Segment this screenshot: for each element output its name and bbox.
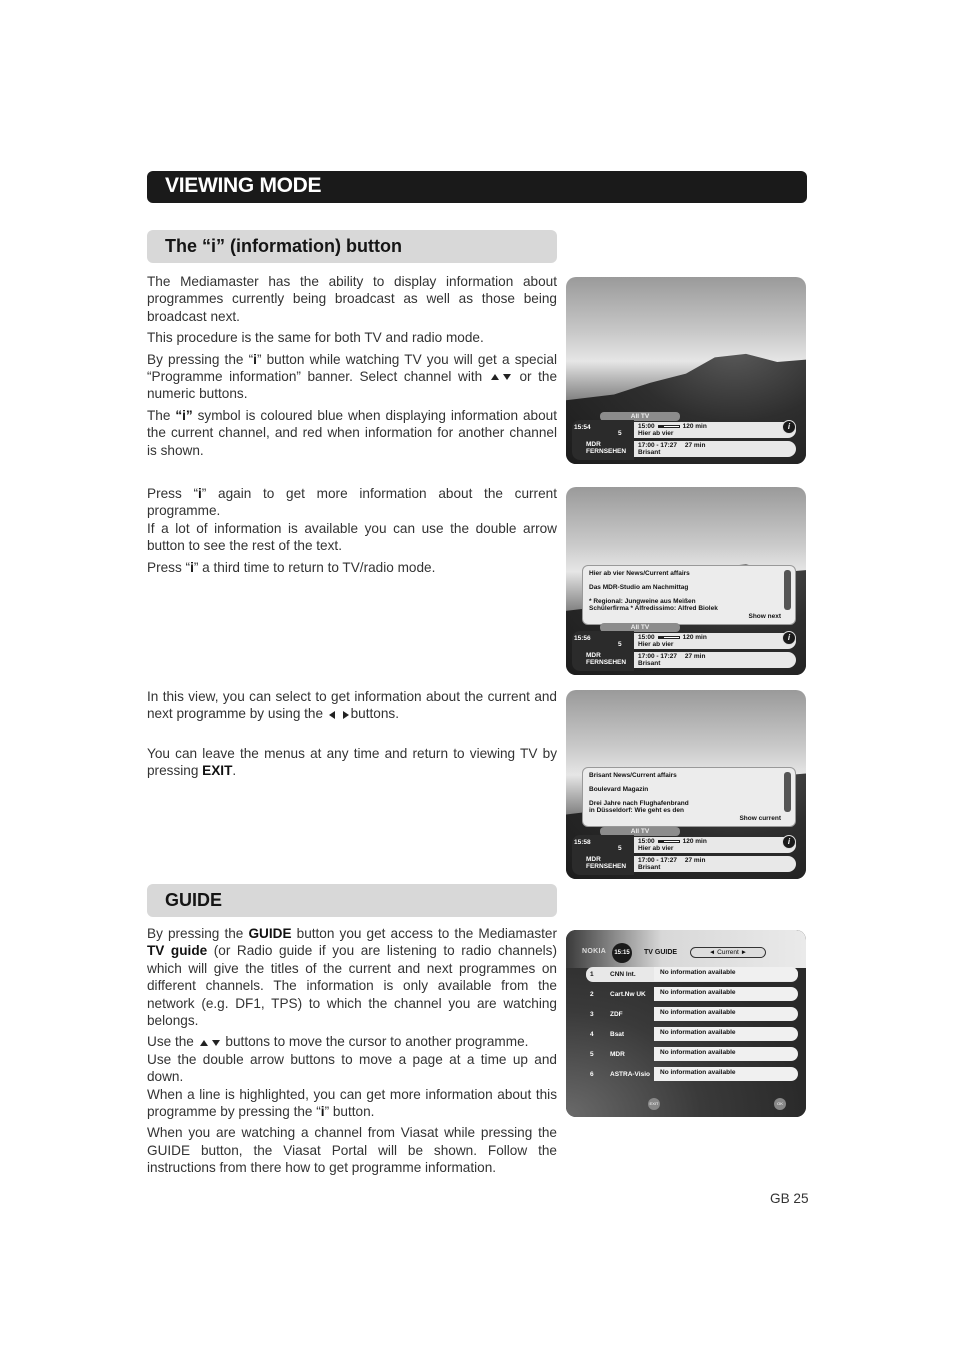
banner-category: All TV xyxy=(600,412,680,421)
guide-row: 4 Bsat No information available xyxy=(586,1027,798,1042)
info-icon: i xyxy=(782,835,796,849)
show-next-label: Show next xyxy=(748,613,781,620)
guide-row: 6 ASTRA-Visio No information available xyxy=(586,1067,798,1082)
guide-section-heading-bar xyxy=(147,884,557,917)
info-paragraph-7: Press “i” a third time to return to TV/radio mode. xyxy=(147,559,436,575)
page-title: VIEWING MODE xyxy=(165,174,322,197)
info-icon: i xyxy=(782,631,796,645)
info-section-heading-bar xyxy=(147,230,557,263)
guide-row: 1 CNN Int. No information available xyxy=(586,967,798,982)
guide-clock: 15:15 xyxy=(612,943,632,963)
info-text-block-1 xyxy=(147,273,557,463)
banner-clock: 15:54 xyxy=(574,424,591,431)
guide-row: 5 MDR No information available xyxy=(586,1047,798,1062)
guide-text-block xyxy=(147,925,557,1181)
programme-details-box: Brisant News/Current affairs Boulevard Magazin Drei Jahre nach Flughafenbrand in Düsseldorf: Wie geht es den Show current xyxy=(582,767,796,827)
banner-now-row: 15:00 120 min Hier ab vier xyxy=(634,422,796,438)
info-paragraph-2: This procedure is the same for both TV and radio mode. xyxy=(147,330,484,346)
programme-banner: All TV 15:58 5 MDR FERNSEHEN 15:00 120 min Hier ab vier 17:00 - 17:27 27 min Brisant i xyxy=(572,827,800,875)
guide-paragraph-1: By pressing the GUIDE button you get access to the Mediamaster TV guide (or Radio guide if you are listening to radio channels) which will give the titles of the current and next programmes on different channels. The information is only available from the network (e.g. DF1, TPS) to which the channel you are watching belongs. xyxy=(147,926,557,1029)
info-paragraph-8: In this view, you can select to get information about the current and next programme by using the buttons. xyxy=(147,689,557,722)
page-number: GB 25 xyxy=(770,1191,809,1206)
screenshot-info-banner xyxy=(566,277,806,464)
guide-paragraph-2: Use the buttons to move the cursor to another programme. xyxy=(147,1034,529,1050)
screenshot-info-current-next xyxy=(566,690,806,879)
guide-paragraph-4: When a line is highlighted, you can get more information about this programme by pressing the “i” button. xyxy=(147,1086,557,1120)
info-icon: i xyxy=(782,420,796,434)
guide-selector: ◄ Current ► xyxy=(690,947,766,958)
exit-button-icon: EXIT xyxy=(648,1098,660,1110)
banner-channel-number: 5 xyxy=(618,430,622,437)
up-arrow-icon xyxy=(200,1040,208,1046)
guide-paragraph-5: When you are watching a channel from Viasat while pressing the GUIDE button, the Viasat Portal will be shown. Follow the instructions from there how to get programme information. xyxy=(147,1125,557,1176)
down-arrow-icon xyxy=(503,374,511,380)
programme-banner: All TV 15:56 5 MDR FERNSEHEN 15:00 120 min Hier ab vier 17:00 - 17:27 27 min Brisant i xyxy=(572,623,800,671)
info-paragraph-6: If a lot of information is available you can use the double arrow button to see the rest of the text. xyxy=(147,520,557,554)
progress-bar xyxy=(658,425,680,428)
show-current-label: Show current xyxy=(739,815,781,822)
screenshot-tv-guide xyxy=(566,930,806,1117)
guide-row: 3 ZDF No information available xyxy=(586,1007,798,1022)
info-paragraph-3: By pressing the “i” button while watching TV you will get a special “Programme information” banner. Select channel with or the numeric buttons. xyxy=(147,351,558,402)
left-arrow-icon xyxy=(329,711,335,719)
page-title-bar xyxy=(147,171,807,203)
banner-next-row: 17:00 - 17:27 27 min Brisant xyxy=(634,441,796,457)
info-paragraph-1: The Mediamaster has the ability to display information about programmes currently being broadcast as well as those being broadcast next. xyxy=(147,274,557,324)
down-arrow-icon xyxy=(212,1040,220,1046)
info-paragraph-5: Press “i” again to get more information about the current programme. xyxy=(147,486,557,519)
progress-bar xyxy=(658,636,680,639)
info-text-block-3 xyxy=(147,688,557,727)
programme-details-box: Hier ab vier News/Current affairs Das MDR-Studio am Nachmittag * Regional: Jungweine aus Meißen Schülerfirma * Alfredissimo: Alfred Biolek Show next xyxy=(582,565,796,625)
banner-channel-name: MDR FERNSEHEN xyxy=(586,441,627,455)
scrollbar xyxy=(784,570,791,610)
up-arrow-icon xyxy=(491,374,499,380)
guide-row: 2 Cart.Nw UK No information available xyxy=(586,987,798,1002)
screenshot-info-extended xyxy=(566,487,806,675)
info-text-block-2 xyxy=(147,485,557,580)
info-text-block-4 xyxy=(147,745,557,784)
programme-banner xyxy=(572,412,800,460)
right-arrow-icon xyxy=(343,711,349,719)
guide-paragraph-3: Use the double arrow buttons to move a page at a time up and down. xyxy=(147,1051,557,1085)
guide-section-heading: GUIDE xyxy=(165,890,223,910)
scrollbar xyxy=(784,772,791,812)
info-section-heading: The “i” (information) button xyxy=(165,236,402,256)
info-paragraph-9: You can leave the menus at any time and return to viewing TV by pressing EXIT. xyxy=(147,746,557,779)
ok-button-icon: OK xyxy=(774,1098,786,1110)
info-paragraph-4: The “i” symbol is coloured blue when displaying information about the current channel, and red when information for another channel is shown. xyxy=(147,407,557,458)
progress-bar xyxy=(658,840,680,843)
nokia-logo: NOKIA xyxy=(582,948,607,955)
guide-title: TV GUIDE xyxy=(644,949,678,956)
